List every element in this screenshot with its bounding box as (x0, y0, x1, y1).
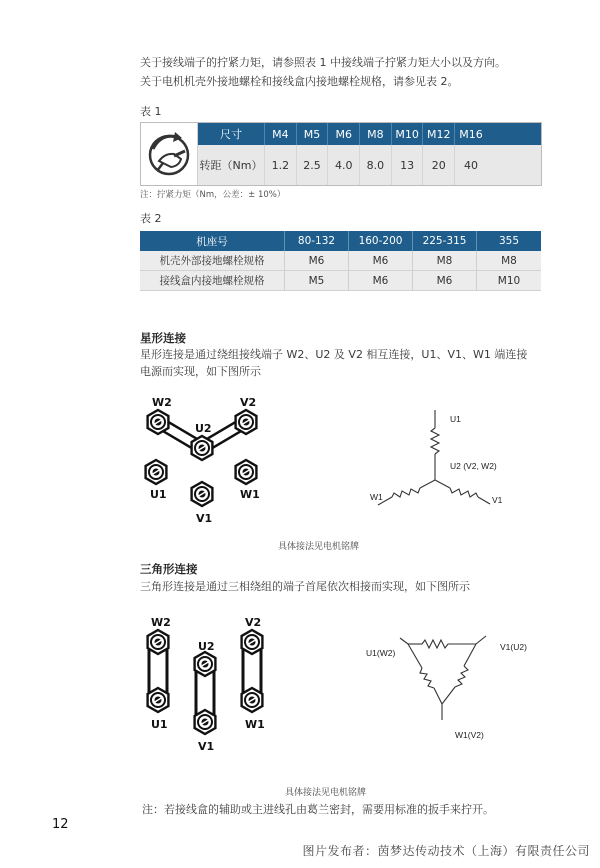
torque-table-header (198, 123, 541, 145)
size-header: 尺寸 (198, 123, 265, 145)
terminal-v2 (236, 410, 257, 434)
label-u1: U1 (151, 718, 168, 731)
torque-cell: 13 (392, 145, 424, 185)
schematic-label-left: U1(W2) (366, 648, 396, 658)
bolt-cell: M10 (497, 274, 521, 287)
label-w2: W2 (152, 396, 172, 409)
terminal-w2 (148, 410, 169, 434)
label-w2: W2 (151, 616, 171, 629)
size-cell: M6 (328, 123, 360, 145)
terminal-v1 (192, 482, 213, 506)
label-w1: W1 (245, 718, 265, 731)
bolt-table-header (140, 231, 541, 251)
torque-cell: 40 (463, 158, 478, 172)
torque-cell: 1.2 (265, 145, 297, 185)
schematic-label-center: U2 (V2, W2) (450, 461, 497, 471)
bolt-cell: M6 (349, 251, 413, 270)
label-v1: V1 (196, 512, 213, 525)
star-text-1: 星形连接是通过绕组接线端子 W2、U2 及 V2 相互连接，U1、V1、W1 端连接 (140, 348, 528, 361)
table-row (140, 251, 541, 271)
label-u2: U2 (198, 640, 215, 653)
frame-cell: 160-200 (349, 231, 413, 251)
bolt-cell: M6 (349, 271, 413, 290)
schematic-label-right: V1(U2) (500, 642, 527, 652)
intro-line-2: 关于电机机壳外接地螺栓和接线盒内接地螺栓规格，请参见表 2。 (140, 75, 459, 88)
intro-line-1: 关于接线端子的拧紧力矩，请参照表 1 中接线端子拧紧力矩大小以及方向。 (140, 56, 506, 69)
row-label: 机壳外部接地螺栓规格 (140, 251, 285, 270)
bolt-cell: M6 (413, 271, 477, 290)
star-heading: 星形连接 (140, 331, 186, 345)
closing-note: 注：若接线盒的辅助或主进线孔由葛兰密封，需要用标准的扳手来拧开。 (142, 803, 494, 816)
label-v1: V1 (198, 740, 215, 753)
row-label: 接线盒内接地螺栓规格 (140, 271, 285, 290)
frame-cell: 355 (498, 235, 520, 247)
label-u2: U2 (195, 422, 212, 435)
torque-table (140, 122, 542, 186)
delta-heading: 三角形连接 (140, 562, 198, 576)
frame-header: 机座号 (140, 231, 285, 251)
table-row (140, 271, 541, 291)
frame-cell: 80-132 (285, 231, 349, 251)
torque-cell: 4.0 (328, 145, 360, 185)
terminal-u1 (148, 688, 169, 712)
label-u1: U1 (150, 488, 167, 501)
page-number: 12 (52, 817, 69, 832)
terminal-u2 (192, 436, 213, 460)
schematic-label-w1: W1 (370, 492, 383, 502)
bolt-cell: M8 (501, 254, 517, 267)
size-cell: M16 (459, 127, 483, 141)
label-v2: V2 (245, 616, 262, 629)
schematic-label-bottom: W1(V2) (455, 730, 484, 740)
label-v2: V2 (240, 396, 257, 409)
torque-cell: 20 (423, 145, 455, 185)
size-cell: M12 (423, 123, 455, 145)
delta-caption: 具体接法见电机铭牌 (285, 788, 367, 798)
star-schematic (360, 400, 520, 520)
terminal-v1 (195, 710, 216, 734)
frame-cell: 225-315 (413, 231, 477, 251)
star-caption: 具体接法见电机铭牌 (278, 542, 360, 552)
torque-cell: 2.5 (297, 145, 329, 185)
schematic-label-u1: U1 (450, 414, 461, 424)
bolt-cell: M5 (285, 271, 349, 290)
size-cell: M5 (297, 123, 329, 145)
label-w1: W1 (240, 488, 260, 501)
terminal-w1 (236, 460, 257, 484)
table2-caption: 表 2 (140, 212, 162, 225)
terminal-v2 (242, 630, 263, 654)
terminal-u2 (195, 652, 216, 676)
delta-terminal-diagram (130, 612, 290, 762)
terminal-w2 (148, 630, 169, 654)
bolt-spec-table (140, 231, 541, 291)
terminal-u1 (146, 460, 167, 484)
delta-text: 三角形连接是通过三相绕组的端子首尾依次相接而实现，如下图所示 (140, 580, 470, 593)
star-text-2: 电源而实现，如下图所示 (140, 365, 261, 378)
table1-caption: 表 1 (140, 105, 162, 118)
size-cell: M8 (360, 123, 392, 145)
torque-cell: 8.0 (360, 145, 392, 185)
torque-table-row (198, 145, 541, 185)
publisher-footer: 图片发布者：茵梦达传动技术（上海）有限责任公司 (302, 844, 590, 858)
table1-note: 注：拧紧力矩（Nm，公差：± 10%） (140, 190, 286, 200)
wrench-torque-icon (141, 123, 198, 185)
torque-row-label: 转距（Nm） (198, 145, 265, 185)
terminal-w1 (242, 688, 263, 712)
bolt-cell: M6 (285, 251, 349, 270)
schematic-label-v1: V1 (492, 495, 503, 505)
size-cell: M4 (265, 123, 297, 145)
size-cell: M10 (392, 123, 424, 145)
bolt-cell: M8 (413, 251, 477, 270)
delta-schematic (360, 628, 540, 743)
star-terminal-diagram (130, 390, 290, 530)
